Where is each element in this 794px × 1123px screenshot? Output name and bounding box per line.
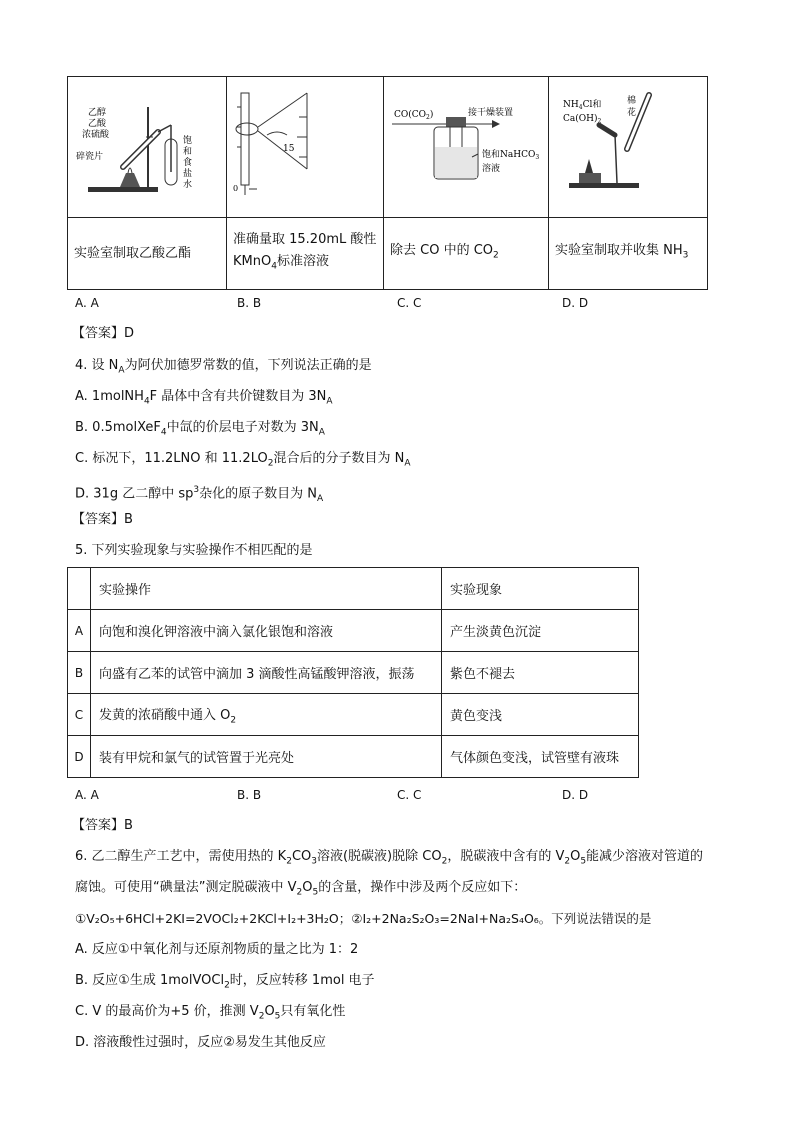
q5-table xyxy=(67,567,639,778)
q5-row-op: 装有甲烷和氯气的试管置于光亮处 xyxy=(91,736,442,778)
label-cotton-1: 棉 xyxy=(627,96,637,106)
q5-answer: 【答案】B xyxy=(72,818,133,833)
q5-row-label: B xyxy=(68,652,91,694)
q4-option-a: A. 1molNH$_4$F 晶体中含有共价键数目为 $3N_A$ xyxy=(75,389,333,407)
q4-option-d: D. 31g 乙二醇中 $sp^3$杂化的原子数目为 $N_A$ xyxy=(75,485,324,504)
cell-remove-co2: 除去 CO 中的 $CO_2$ xyxy=(384,218,549,290)
label-nahco3: 饱和NaHCO$_3$ xyxy=(482,150,540,161)
diagram-wash-bottle xyxy=(384,77,549,218)
label-brine-2: 和 xyxy=(183,147,193,157)
q5-row-op: 向饱和溴化钾溶液中滴入氯化银饱和溶液 xyxy=(91,610,442,652)
q3-answer: 【答案】D xyxy=(72,326,135,341)
q5-row-result: 紫色不褪去 xyxy=(442,652,639,694)
label-0: 0 xyxy=(233,184,239,193)
cell-burette: 准确量取 15.20mL 酸性 KMnO$_4$标准溶液 xyxy=(227,218,384,290)
label-acetic-acid: 乙酸 xyxy=(88,119,107,129)
label-co-co2: $CO(CO_2)$ xyxy=(394,110,434,121)
q6-option-a: A. 反应①中氧化剂与还原剂物质的量之比为 1：2 xyxy=(75,942,359,957)
q6-line1: 6. 乙二醇生产工艺中，需使用热的 $K_2CO_3$溶液(脱碳液)脱除 $CO_2$，脱碳液中含有的 $V_2O_5$能减少溶液对管道的 xyxy=(75,849,704,867)
label-caoh2: $Ca(OH)_2$ xyxy=(563,114,602,125)
label-sulfuric-acid: 浓硫酸 xyxy=(82,130,110,140)
apparatus-table xyxy=(67,76,708,290)
q3-option-c: C. C xyxy=(397,296,422,310)
q4-stem: 4. 设 $N_A$为阿伏加德罗常数的值，下列说法正确的是 xyxy=(75,358,372,376)
q5-header-result: 实验现象 xyxy=(442,568,639,610)
q4-answer: 【答案】B xyxy=(72,512,133,527)
q5-row-label: C xyxy=(68,694,91,736)
q5-row-result: 气体颜色变浅，试管壁有液珠 xyxy=(442,736,639,778)
diagram-burette xyxy=(227,77,384,218)
label-to-dryer: 接干燥装置 xyxy=(468,108,514,118)
q3-option-d: D. D xyxy=(562,296,589,310)
q5-option-b: B. B xyxy=(237,788,262,802)
q5-row-op: 向盛有乙苯的试管中滴加 3 滴酸性高锰酸钾溶液，振荡 xyxy=(91,652,442,694)
q3-option-b: B. B xyxy=(237,296,262,310)
q5-row-result: 黄色变浅 xyxy=(442,694,639,736)
q5-option-a: A. A xyxy=(75,788,99,802)
q4-option-b: B. 0.5molXeF$_4$中氙的价层电子对数为 $3N_A$ xyxy=(75,420,325,438)
q5-row-label: D xyxy=(68,736,91,778)
q5-stem: 5. 下列实验现象与实验操作不相匹配的是 xyxy=(75,543,313,558)
label-brine-4: 盐 xyxy=(183,169,193,179)
q6-line2: 腐蚀。可使用“碘量法”测定脱碳液中 $V_2O_5$的含量，操作中涉及两个反应如下： xyxy=(75,880,527,898)
q5-option-d: D. D xyxy=(562,788,589,802)
q5-row-label: A xyxy=(68,610,91,652)
label-cotton-2: 花 xyxy=(627,108,637,118)
cell-nh3: 实验室制取并收集 $NH_3$ xyxy=(549,218,708,290)
diagram-ethyl-acetate xyxy=(68,77,227,218)
label-boiling-chips: 碎瓷片 xyxy=(76,152,104,162)
cell-ethyl-acetate: 实验室制取乙酸乙酯 xyxy=(68,218,227,290)
label-nh4cl: $NH_4Cl$和 xyxy=(563,100,602,111)
q5-row-result: 产生淡黄色沉淀 xyxy=(442,610,639,652)
label-ethanol: 乙醇 xyxy=(88,108,107,118)
q3-option-a: A. A xyxy=(75,296,99,310)
q5-header-blank xyxy=(68,568,91,610)
q5-row-op: 发黄的浓硝酸中通入 $O_2$ xyxy=(91,694,442,736)
q6-option-d: D. 溶液酸性过强时，反应②易发生其他反应 xyxy=(75,1035,326,1050)
q5-header-op: 实验操作 xyxy=(91,568,442,610)
diagram-ammonia xyxy=(549,77,708,218)
label-solution: 溶液 xyxy=(482,164,501,174)
label-brine-1: 饱 xyxy=(183,136,193,146)
q6-option-c: C. V 的最高价为+5 价，推测 $V_2O_5$只有氧化性 xyxy=(75,1004,346,1022)
label-15: 15 xyxy=(283,144,295,154)
q6-option-b: B. 反应①生成 1molVOCl$_2$时，反应转移 1mol 电子 xyxy=(75,973,375,991)
label-brine-3: 食 xyxy=(183,158,193,168)
label-brine-5: 水 xyxy=(183,180,193,190)
q4-option-c: C. 标况下，11.2LNO 和 $11.2LO_2$混合后的分子数目为 $N_A$ xyxy=(75,451,411,469)
q6-line3: ①V₂O₅+6HCl+2KI=2VOCl₂+2KCl+I₂+3H₂O；②I₂+2Na₂S₂O₃=2NaI+Na₂S₄O₆。下列说法错误的是 xyxy=(75,911,652,926)
q5-option-c: C. C xyxy=(397,788,422,802)
